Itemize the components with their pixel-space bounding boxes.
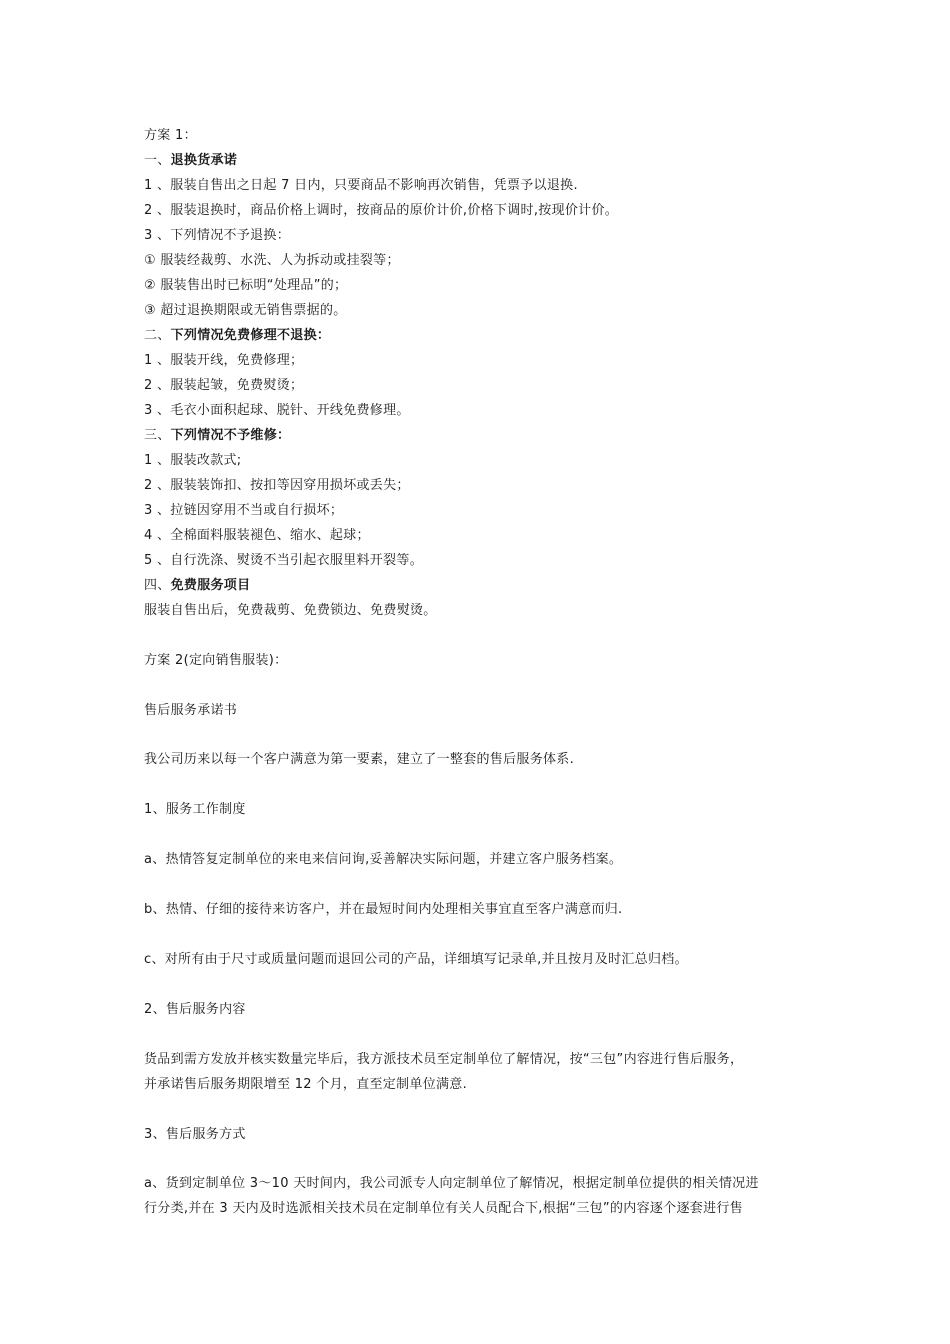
section2-title: 下列情况免费修理不退换： bbox=[170, 328, 331, 343]
section4-title: 免费服务项目 bbox=[170, 578, 251, 593]
section1-subitem-1: ① 服装经裁剪、水洗、人为拆动或挂裂等； bbox=[144, 253, 400, 268]
section2-item-2: 2 、服装起皱，免费熨烫； bbox=[144, 378, 304, 393]
section1-subitem-2: ② 服装售出时已标明“处理品”的； bbox=[144, 278, 348, 293]
section1-item-2: 2 、服装退换时，商品价格上调时，按商品的原价计价,价格下调时,按现价计价。 bbox=[144, 203, 619, 218]
plan2-title: 方案 2(定向销售服装)： bbox=[144, 653, 288, 668]
part3-item-a-line2: 行分类,并在 3 天内及时选派相关技术员在定制单位有关人员配合下,根据“三包”的内容逐个逐套进行售 bbox=[144, 1201, 743, 1216]
part3-item-a-line1: a、货到定制单位 3～10 天时间内，我公司派专人向定制单位了解情况，根据定制单位提供的相关情况进 bbox=[144, 1176, 759, 1191]
section3-item-3: 3 、拉链因穿用不当或自行损坏； bbox=[144, 503, 344, 518]
section3-heading bbox=[144, 426, 290, 446]
section3-prefix: 三、 bbox=[144, 428, 171, 443]
part2-text-line2: 并承诺售后服务期限增至 12 个月，直至定制单位满意. bbox=[144, 1077, 468, 1092]
section3-item-2: 2 、服装装饰扣、按扣等因穿用损坏或丢失； bbox=[144, 478, 410, 493]
section4-prefix: 四、 bbox=[144, 578, 171, 593]
section3-item-4: 4 、全棉面料服装褪色、缩水、起球； bbox=[144, 528, 370, 543]
letter-title: 售后服务承诺书 bbox=[144, 703, 238, 718]
section2-item-3: 3 、毛衣小面积起球、脱针、开线免费修理。 bbox=[144, 403, 410, 418]
section2-heading bbox=[144, 326, 330, 346]
section4-text: 服装自售出后，免费裁剪、免费锁边、免费熨烫。 bbox=[144, 603, 437, 618]
part2-text-line1: 货品到需方发放并核实数量完毕后，我方派技术员至定制单位了解情况，按“三包”内容进行售后服务， bbox=[144, 1052, 744, 1067]
plan1-title: 方案 1： bbox=[144, 128, 197, 143]
section3-item-5: 5 、自行洗涤、熨烫不当引起衣服里料开裂等。 bbox=[144, 553, 424, 568]
section2-item-1: 1 、服装开线，免费修理； bbox=[144, 353, 304, 368]
section1-item-3: 3 、下列情况不予退换： bbox=[144, 228, 291, 243]
section1-heading bbox=[144, 151, 237, 171]
part3-heading: 3、售后服务方式 bbox=[144, 1127, 246, 1142]
section1-subitem-3: ③ 超过退换期限或无销售票据的。 bbox=[144, 303, 347, 318]
section1-prefix: 一、 bbox=[144, 153, 171, 168]
part2-heading: 2、售后服务内容 bbox=[144, 1002, 246, 1017]
section4-heading bbox=[144, 576, 250, 596]
part1-item-c: c、对所有由于尺寸或质量问题而退回公司的产品，详细填写记录单,并且按月及时汇总归档。 bbox=[144, 952, 688, 967]
section1-title: 退换货承诺 bbox=[170, 153, 238, 168]
section3-title: 下列情况不予维修： bbox=[170, 428, 291, 443]
part1-item-b: b、热情、仔细的接待来访客户，并在最短时间内处理相关事宜直至客户满意而归. bbox=[144, 902, 623, 917]
intro-paragraph: 我公司历来以每一个客户满意为第一要素，建立了一整套的售后服务体系. bbox=[144, 752, 575, 767]
section3-item-1: 1 、服装改款式; bbox=[144, 453, 242, 468]
section1-item-1: 1 、服装自售出之日起 7 日内，只要商品不影响再次销售，凭票予以退换. bbox=[144, 178, 578, 193]
part1-heading: 1、服务工作制度 bbox=[144, 802, 246, 817]
part1-item-a: a、热情答复定制单位的来电来信问询,妥善解决实际问题，并建立客户服务档案。 bbox=[144, 852, 623, 867]
section2-prefix: 二、 bbox=[144, 328, 171, 343]
